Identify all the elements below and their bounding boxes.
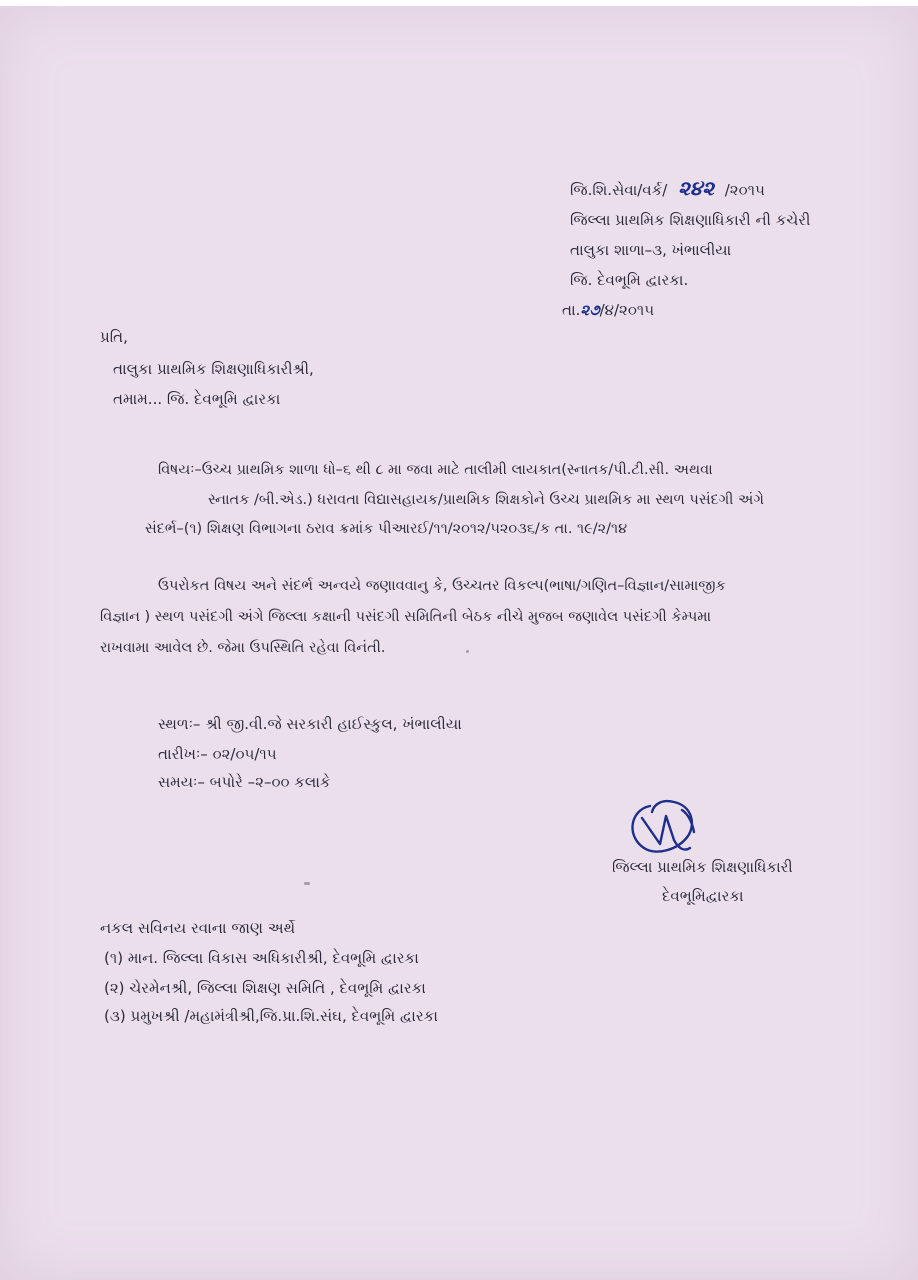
paper-speck	[304, 882, 310, 885]
body-line-3: રાખવામા આવેલ છે. જેમા ઉપસ્થિતિ રહેવા વિનંતી.	[100, 640, 386, 656]
date-prefix: તા.	[562, 301, 581, 319]
ref-prefix: જિ.શિ.સેવા/વર્ક/	[570, 181, 668, 199]
office-name: જિલ્લા પ્રાથમિક શિક્ષણાધિકારી ની કચેરી	[570, 211, 811, 229]
letter-date	[562, 300, 654, 320]
signatory-place: દેવભૂમિદ્વારકા	[662, 887, 744, 905]
ref-suffix: /૨૦૧૫	[724, 181, 765, 199]
date-rest: /૪/૨૦૧૫	[599, 301, 655, 319]
subject-line-2: સ્નાતક /બી.એડ.) ધરાવતા વિદ્યાસહાયક/પ્રાથમિક શિક્ષકોને ઉચ્ચ પ્રાથમિક મા સ્થળ પસંદગી અંગે	[208, 492, 764, 508]
office-address: તાલુકા શાળા–૩, ખંભાલીયા	[570, 241, 732, 259]
reference-number	[570, 178, 765, 200]
recipient-title: તાલુકા પ્રાથમિક શિક્ષણાધિકારીશ્રી,	[113, 360, 314, 378]
meeting-date: તારીખઃ– ૦૨/૦૫/૧૫	[158, 745, 277, 763]
ref-number-handwritten: ૨૪૨	[678, 176, 714, 200]
copies-heading: નકલ સવિનય રવાના જાણ અર્થે	[100, 919, 296, 937]
meeting-time: સમયઃ– બપોરે –૨–૦૦ કલાકે	[158, 773, 331, 791]
copy-item: (૩) પ્રમુખશ્રી /મહામંત્રીશ્રી,જિ.પ્રા.શિ.સંઘ, દેવભૂમિ દ્વારકા	[104, 1007, 438, 1025]
signatory-designation: જિલ્લા પ્રાથમિક શિક્ષણાધિકારી	[612, 858, 793, 876]
copy-item: (૧) માન. જિલ્લા વિકાસ અધિકારીશ્રી, દેવભૂમિ દ્વારકા	[104, 949, 419, 967]
body-line-1: ઉપરોકત વિષય અને સંદર્ભ અન્વયે જણાવવાનુ કે, ઉચ્ચતર વિકલ્પ(ભાષા/ગણિત–વિજ્ઞાન/સામાજીક	[158, 578, 726, 594]
handwritten-signature	[622, 796, 712, 866]
meeting-venue: સ્થળઃ– શ્રી જી.વી.જે સરકારી હાઈસ્કુલ, ખંભાલીયા	[158, 715, 462, 733]
recipient-place: તમામ... જિ. દેવભૂમિ દ્વારકા	[113, 390, 281, 408]
letter-page	[0, 6, 918, 1280]
reference-line: સંદર્ભ–(૧) શિક્ષણ વિભાગના ઠરાવ ક્રમાંક પીઆરઈ/૧૧/૨૦૧૨/૫૨૦૩૬/ક તા. ૧૯/૨/૧૪	[145, 521, 628, 537]
subject-line-1: વિષયઃ–ઉચ્ચ પ્રાથમિક શાળા ધો–૬ થી ૮ મા જવા માટે તાલીમી લાયકાત(સ્નાતક/પી.ટી.સી. અથવા	[158, 462, 713, 478]
date-day-handwritten: ૨૭	[580, 301, 600, 319]
paper-speck	[466, 650, 469, 653]
body-line-2: વિજ્ઞાન ) સ્થળ પસંદગી અંગે જિલ્લા કક્ષાની પસંદગી સમિતિની બેઠક નીચે મુજબ જણાવેલ પસંદગી કેમ્પમા	[100, 609, 712, 625]
office-district: જિ. દેવભૂમિ દ્વારકા.	[570, 271, 689, 289]
copy-item: (૨) ચેરમેનશ્રી, જિલ્લા શિક્ષણ સમિતિ , દેવભૂમિ દ્વારકા	[104, 979, 426, 997]
recipient-to: પ્રતિ,	[100, 328, 128, 346]
